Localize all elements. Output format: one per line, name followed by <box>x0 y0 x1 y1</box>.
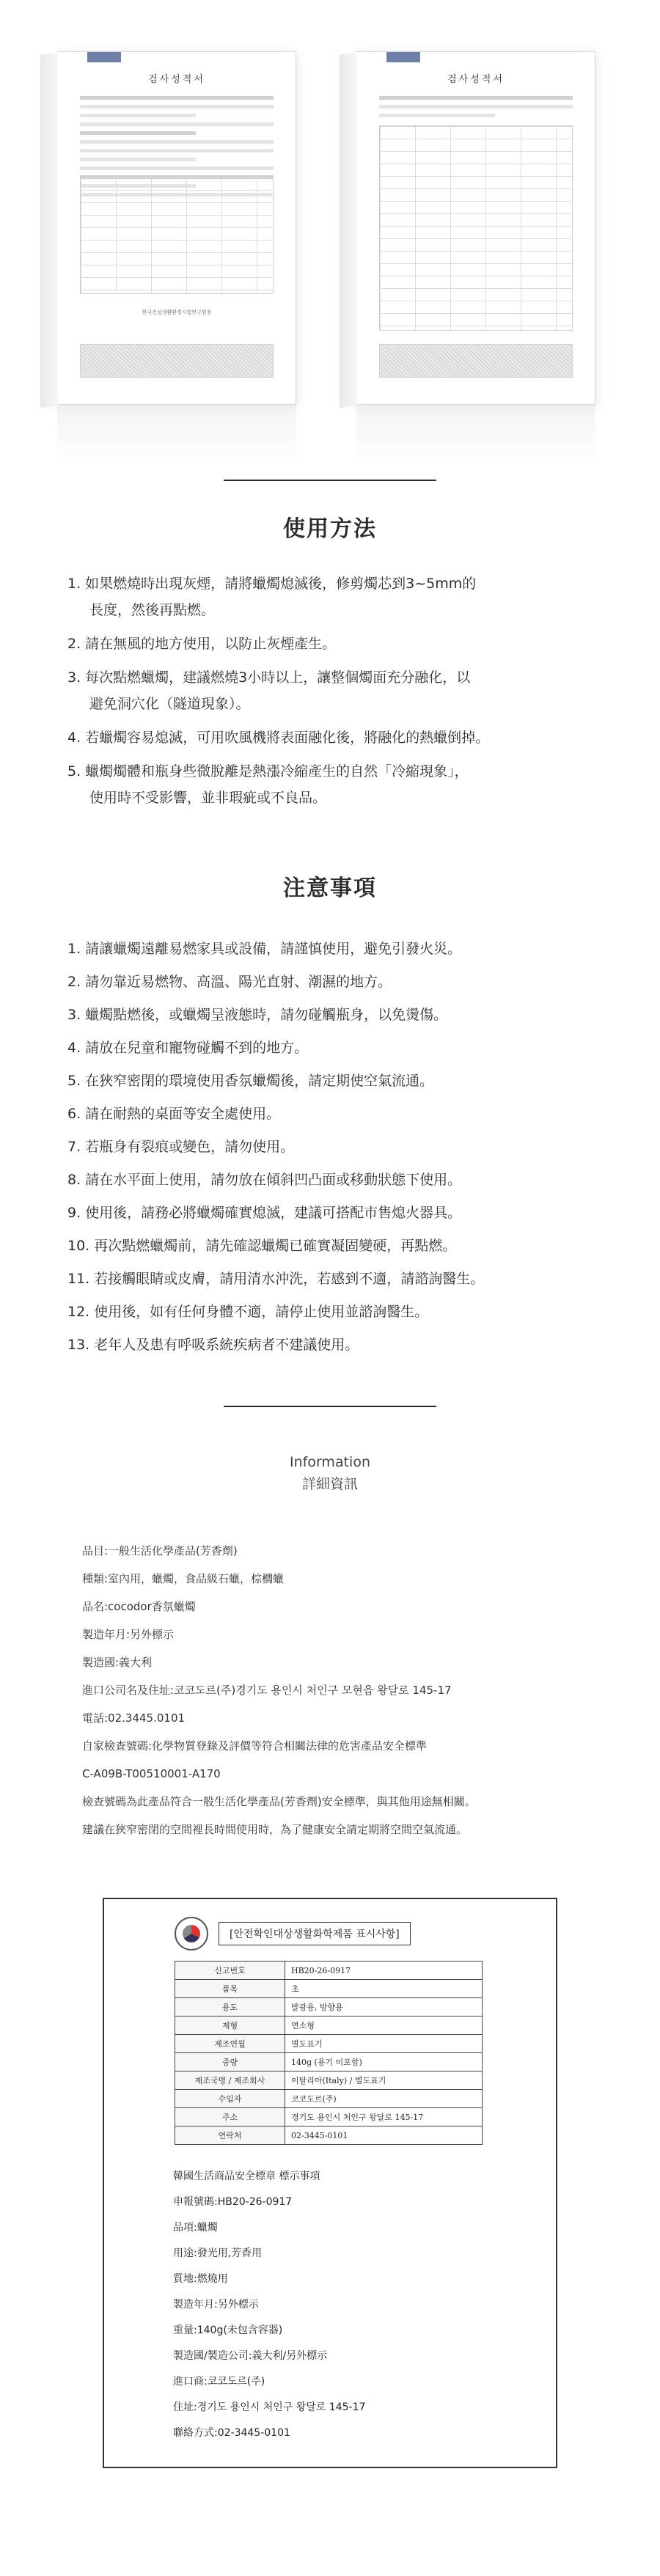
info-line: 種類:室內用，蠟燭，食品級石蠟，棕櫚蠟 <box>82 1572 285 1585</box>
certificate-fold <box>40 52 58 408</box>
label-value: 경기도 용인시 처인구 왕달로 145-17 <box>285 2108 483 2127</box>
cautions-title: 注意事項 <box>283 876 377 901</box>
label-key: 수입자 <box>175 2090 285 2108</box>
information-list <box>0 1537 660 1843</box>
list-item: 9. 使用後，請務必將蠟燭確實熄滅，建議可搭配市售熄火器具。 <box>67 1205 462 1221</box>
label-zh-line: 住址:경기도 용인시 처인구 왕달로 145-17 <box>173 2401 366 2413</box>
safety-label-card <box>103 1898 557 2468</box>
label-zh-line: 韓國生活商品安全標章 標示事項 <box>173 2170 320 2182</box>
label-value: 140g (용기 미포함) <box>285 2053 483 2072</box>
label-key: 중량 <box>175 2053 285 2072</box>
label-zh-line: 重量:140g(未包含容器) <box>173 2324 283 2336</box>
label-value: HB20-26-0917 <box>285 1962 483 1980</box>
label-key: 제조국명 / 제조회사 <box>175 2072 285 2090</box>
label-header-text: [안전확인대상생활화학제품 표시사항] <box>219 1922 411 1945</box>
list-item: 1. 請讓蠟燭遠離易燃家具或設備，請謹慎使用，避免引發火災。 <box>67 941 462 957</box>
safety-label-section <box>0 1843 660 2512</box>
info-line: 檢查號碼為此產品符合一般生活化學產品(芳香劑)安全標準，與其他用途無相關。 <box>82 1795 476 1808</box>
label-key: 주소 <box>175 2108 285 2127</box>
table-row <box>175 2072 483 2090</box>
info-line: 建議在狹窄密閉的空間裡長時間使用時，為了健康安全請定期將空間空氣流通。 <box>82 1823 468 1836</box>
label-value: 발광용, 방향용 <box>285 1998 483 2017</box>
table-row <box>175 2090 483 2108</box>
list-item: 8. 請在水平面上使用，請勿放在傾斜凹凸面或移動狀態下使用。 <box>67 1172 462 1188</box>
usage-item-5-line-2: 使用時不受影響，並非瑕疵或不良品。 <box>89 790 327 806</box>
usage-item-5-line-1: 5. 蠟燭燭體和瓶身些微脫離是熱漲冷縮產生的自然「冷縮現象」， <box>67 763 469 779</box>
cautions-section <box>0 870 660 1362</box>
label-key: 제조연월 <box>175 2035 285 2053</box>
label-key: 신고번호 <box>175 1962 285 1980</box>
table-row <box>175 2127 483 2145</box>
info-line: 製造國:義大利 <box>82 1656 153 1669</box>
certificate-stamp-area <box>80 344 274 378</box>
label-zh-line: 品項:蠟燭 <box>173 2222 218 2234</box>
info-line: 電話:02.3445.0101 <box>82 1711 186 1725</box>
usage-item-2-line-1: 2. 請在無風的地方使用，以防止灰煙產生。 <box>67 636 337 652</box>
usage-item-3-line-1: 3. 每次點燃蠟燭，建議燃燒3小時以上，讓整個燭面充分融化，以 <box>67 669 471 686</box>
table-row <box>175 1998 483 2017</box>
list-item: 10. 再次點燃蠟燭前，請先確認蠟燭已確實凝固變硬，再點燃。 <box>67 1238 457 1254</box>
certificate-title: 검사성적서 <box>148 74 205 85</box>
label-zh-line: 申報號碼:HB20-26-0917 <box>173 2196 293 2208</box>
certificate-fold <box>340 52 357 408</box>
usage-list <box>0 570 660 811</box>
certificate-stamp-area <box>379 344 573 378</box>
label-zh-line: 質地:燃燒用 <box>173 2273 228 2285</box>
usage-title: 使用方法 <box>283 516 377 542</box>
usage-item-1-line-1: 1. 如果燃燒時出現灰煙，請將蠟燭熄滅後，修剪燭芯到3~5mm的 <box>67 576 477 592</box>
list-item: 11. 若接觸眼睛或皮膚，請用清水沖洗，若感到不適，請諮詢醫生。 <box>67 1271 485 1287</box>
list-item: 6. 請在耐熱的桌面等安全處使用。 <box>67 1106 281 1122</box>
label-key: 연락처 <box>175 2127 285 2145</box>
label-key: 품목 <box>175 1980 285 1998</box>
table-row <box>175 2017 483 2035</box>
table-row <box>175 2108 483 2127</box>
info-line: 製造年月:另外標示 <box>82 1628 175 1641</box>
usage-item-1-line-2: 長度，然後再點燃。 <box>89 602 216 618</box>
certificates-section <box>0 0 660 469</box>
certificate-reflection <box>356 405 595 463</box>
list-item: 5. 在狹窄密閉的環境使用香氛蠟燭後，請定期使空氣流通。 <box>67 1073 434 1089</box>
certificate-table <box>80 177 274 294</box>
section-divider <box>224 1406 436 1407</box>
list-item: 7. 若瓶身有裂痕或變色，請勿使用。 <box>67 1139 295 1155</box>
label-value: 코코도르(주) <box>285 2090 483 2108</box>
label-zh-line: 進口商:코코도르(주) <box>173 2376 265 2388</box>
safety-mark-icon <box>175 1917 208 1951</box>
list-item: 4. 請放在兒童和寵物碰觸不到的地方。 <box>67 1040 309 1056</box>
certificate-tag <box>386 52 420 62</box>
list-item: 13. 老年人及患有呼吸系統疾病者不建議使用。 <box>67 1337 359 1353</box>
list-item <box>67 631 616 657</box>
label-zh-line: 聯絡方式:02-3445-0101 <box>173 2427 290 2439</box>
list-item <box>67 664 616 717</box>
usage-item-3-line-2: 避免洞穴化（隧道現象）。 <box>89 696 250 712</box>
section-divider <box>224 480 436 481</box>
label-value: 02-3445-0101 <box>285 2127 483 2145</box>
label-zh-line: 製造國/製造公司:義大利/另外標示 <box>173 2350 328 2362</box>
usage-section <box>0 469 660 811</box>
label-value: 연소형 <box>285 2017 483 2035</box>
label-zh-line: 製造年月:另外標示 <box>173 2299 259 2311</box>
list-item <box>67 758 616 811</box>
inspection-certificate-left <box>57 51 296 405</box>
info-line: C-A09B-T00510001-A170 <box>82 1767 221 1780</box>
list-item: 3. 蠟燭點燃後，或蠟燭呈液態時，請勿碰觸瓶身，以免燙傷。 <box>67 1007 448 1023</box>
certificate-table <box>379 125 573 331</box>
label-key: 용도 <box>175 1998 285 2017</box>
label-value: 별도표기 <box>285 2035 483 2053</box>
inspection-certificate-right <box>356 51 595 405</box>
label-zh-line: 用途:發光用,芳香用 <box>173 2247 263 2259</box>
info-line: 品名:cocodor香氛蠟燭 <box>82 1600 196 1613</box>
certificate-tag <box>87 52 121 62</box>
usage-item-4-line-1: 4. 若蠟燭容易熄滅，可用吹風機將表面融化後，將融化的熱蠟倒掉。 <box>67 730 490 746</box>
information-section <box>0 1362 660 1843</box>
table-row <box>175 2035 483 2053</box>
label-value: 이탈리아(Italy) / 별도표기 <box>285 2072 483 2090</box>
list-item: 12. 使用後，如有任何身體不適，請停止使用並諮詢醫生。 <box>67 1304 429 1320</box>
info-line: 自家檢查號碼:化學物質登錄及評價等符合相關法律的危害產品安全標準 <box>82 1739 428 1753</box>
information-title-zh: 詳細資訊 <box>301 1476 358 1492</box>
information-title-en: Information <box>290 1454 370 1470</box>
certificate-title: 검사성적서 <box>447 74 505 85</box>
table-row <box>175 2053 483 2072</box>
list-item <box>67 570 616 623</box>
certificate-reflection <box>57 405 296 463</box>
list-item <box>67 724 616 751</box>
label-header <box>175 1917 529 1951</box>
label-value: 초 <box>285 1980 483 1998</box>
info-line: 品目:一般生活化學產品(芳香劑) <box>82 1544 238 1557</box>
info-line: 進口公司名及住址:코코도르(주)경기도 용인시 처인구 모현읍 왕달로 145-17 <box>82 1684 452 1697</box>
list-item: 2. 請勿靠近易燃物、高溫、陽光直射、潮濕的地方。 <box>67 974 392 990</box>
label-chinese-text <box>173 2164 529 2446</box>
table-row <box>175 1962 483 1980</box>
certificate-issuer: 한국건설생활환경시험연구원장 <box>142 309 212 315</box>
certificate-text-lines <box>379 96 573 122</box>
label-table <box>175 1961 483 2145</box>
cautions-list <box>0 933 660 1362</box>
label-key: 제형 <box>175 2017 285 2035</box>
table-row <box>175 1980 483 1998</box>
